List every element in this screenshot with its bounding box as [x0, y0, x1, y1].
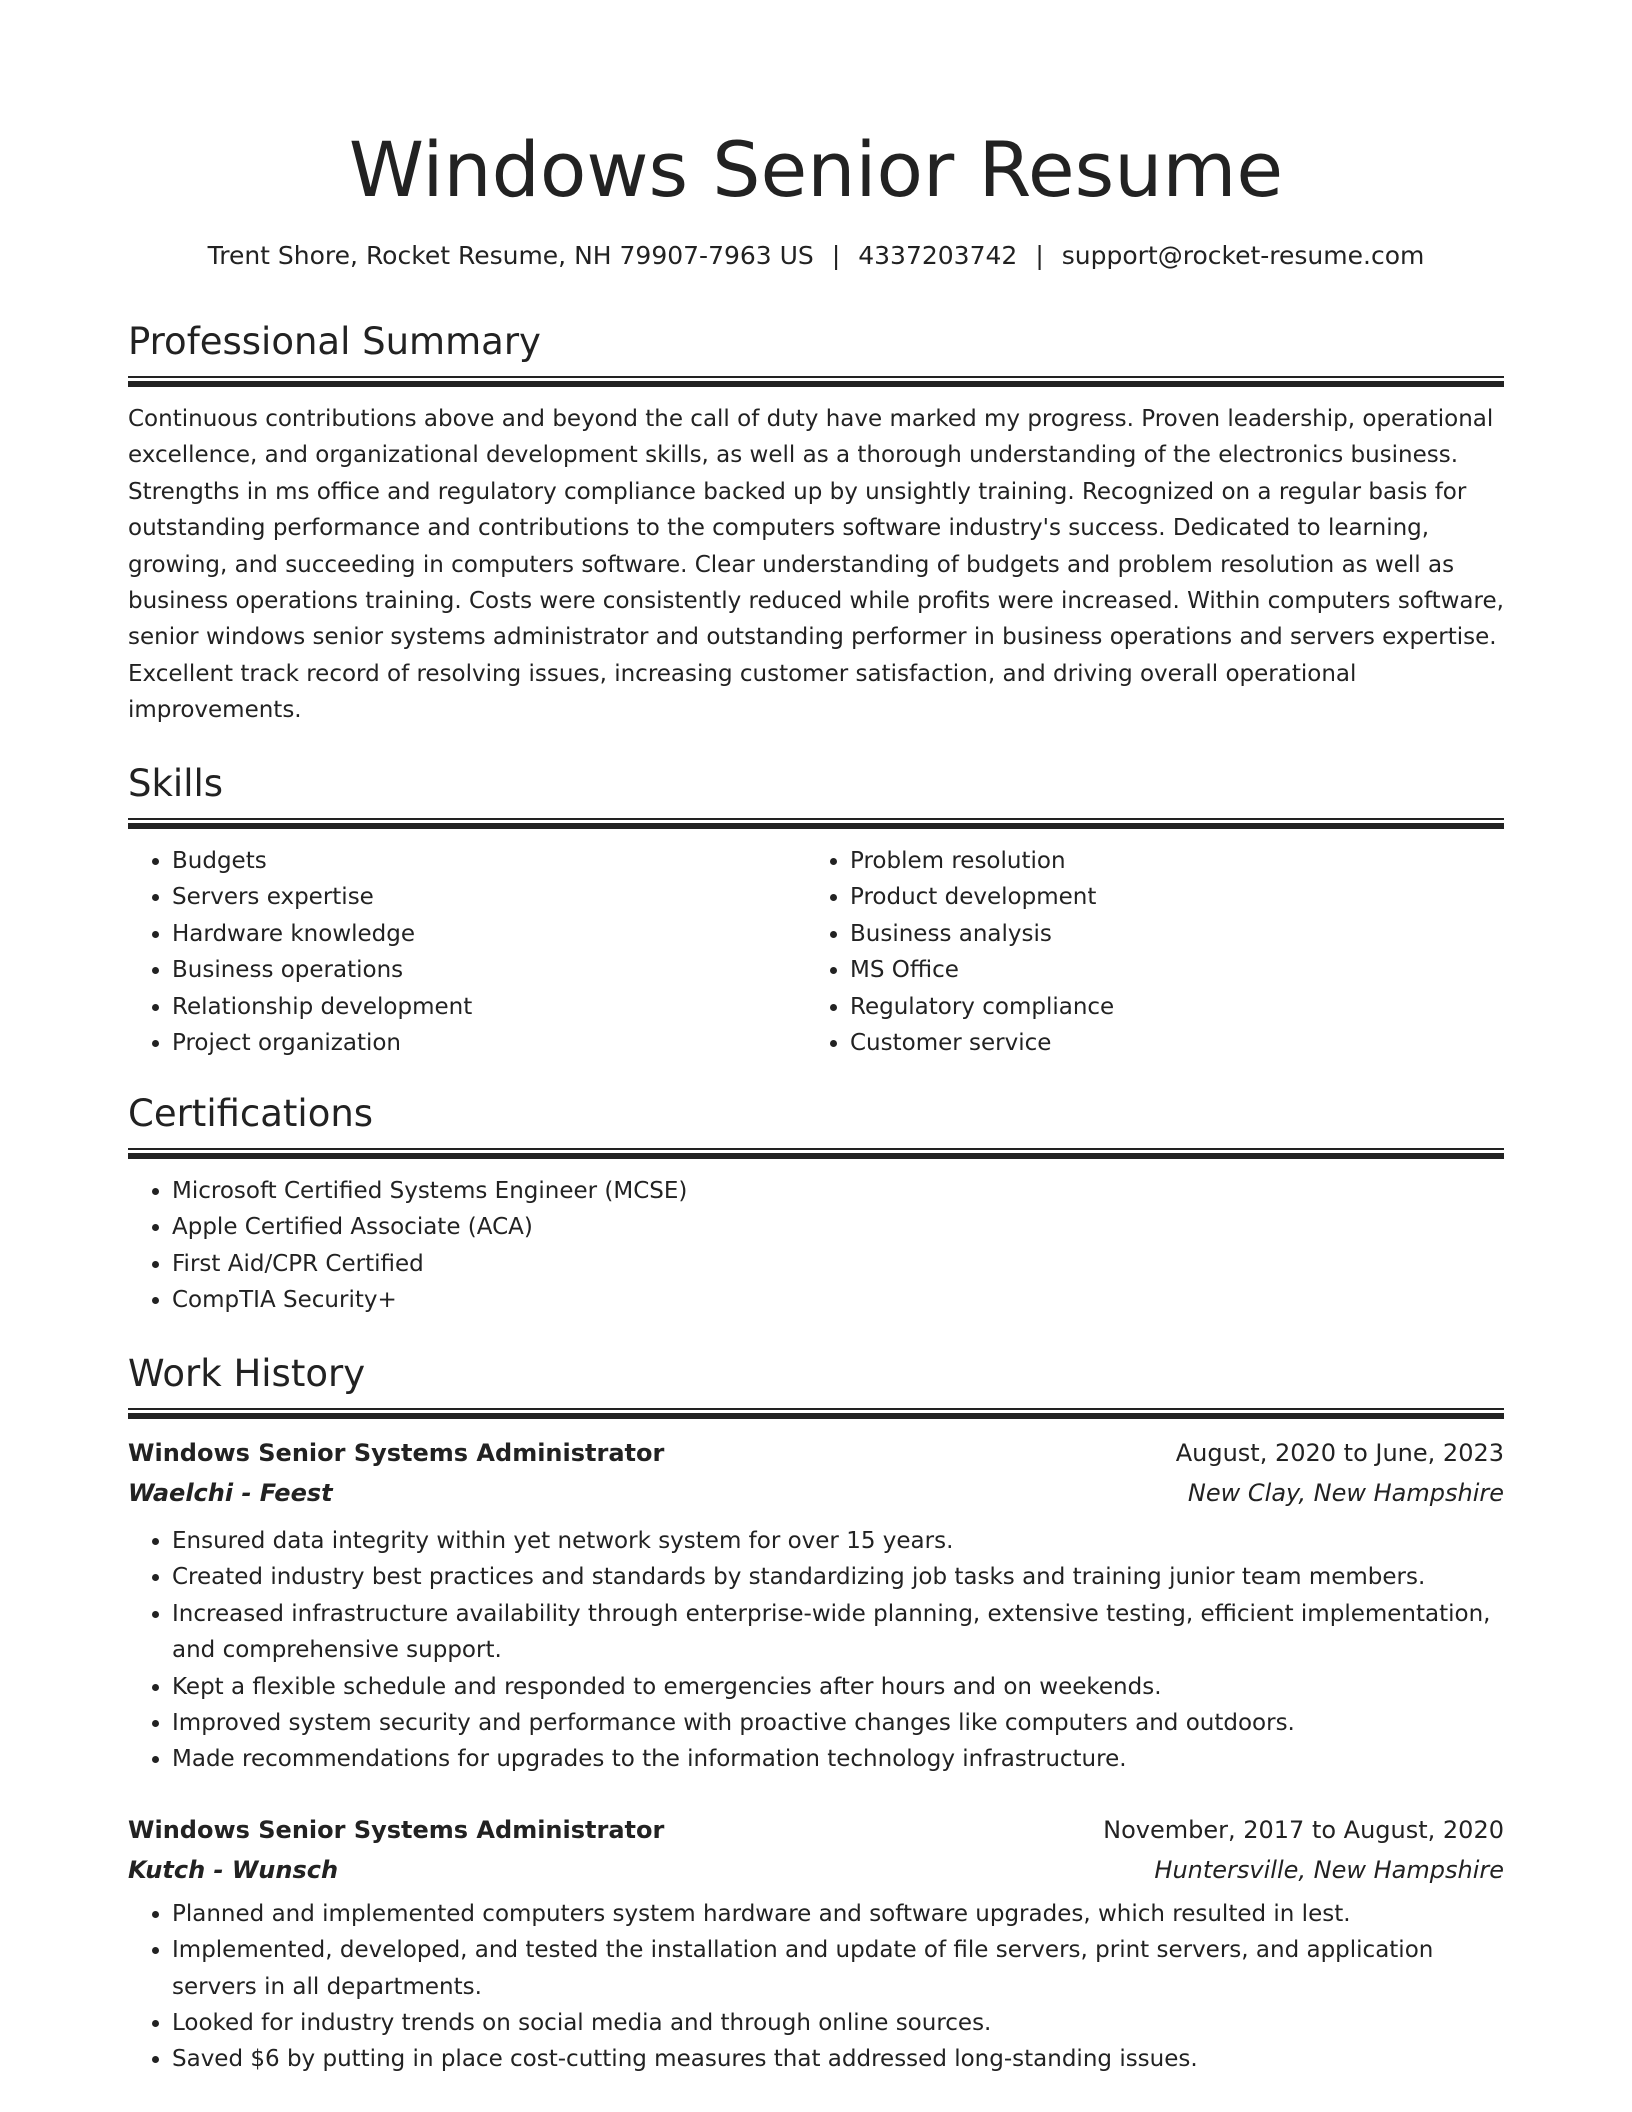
contact-phone: 4337203742	[858, 241, 1018, 270]
skill-item: • Regulatory compliance	[850, 989, 1484, 1025]
skill-item: • Servers expertise	[172, 879, 806, 915]
job-bullet: • Implemented, developed, and tested the installation and update of file servers, print servers, and application servers in all departments.	[172, 1932, 1504, 2005]
job-company: Kutch - Wunsch	[128, 1855, 339, 1884]
skill-item: • Product development	[850, 879, 1484, 915]
section-title-work-history: Work History	[128, 1352, 366, 1395]
skill-item: • Customer service	[850, 1025, 1484, 1061]
job-bullet: • Kept a flexible schedule and responded to emergencies after hours and on weekends.	[172, 1669, 1504, 1705]
section-divider	[128, 1148, 1504, 1159]
job-bullet: • Increased infrastructure availability through enterprise-wide planning, extensive testing, efficient implementation, and comprehensive support.	[172, 1596, 1504, 1669]
summary-text: Continuous contributions above and beyond the call of duty have marked my progress. Proven leadership, operational excellence, and organizational development skills, as well as a thorough understanding of the electronics business. Strengths in ms office and regulatory compliance backed up by unsightly training. Recognized on a regular basis for outstanding performance and contributions to the computers software industry's success. Dedicated to learning, growing, and succeeding in computers software. Clear understanding of budgets and problem resolution as well as business operations training. Costs were consistently reduced while profits were increased. Within computers software, senior windows senior systems administrator and outstanding performer in business operations and servers expertise. Excellent track record of resolving issues, increasing customer satisfaction, and driving overall operational improvements.	[128, 406, 1504, 724]
job-bullet: • Looked for industry trends on social media and through online sources.	[172, 2005, 1504, 2041]
job-bullets	[128, 1896, 1504, 2078]
skill-item: • Budgets	[172, 843, 806, 879]
section-divider	[128, 1408, 1504, 1419]
contact-line	[128, 238, 1504, 274]
job-bullet: • Improved system security and performance with proactive changes like computers and outdoors.	[172, 1705, 1504, 1741]
contact-separator: |	[1035, 241, 1044, 270]
section-title-certifications: Certifications	[128, 1092, 374, 1135]
job-company: Waelchi - Feest	[128, 1479, 333, 1507]
skill-item: • Relationship development	[172, 989, 806, 1025]
job-bullet: • Planned and implemented computers system hardware and software upgrades, which resulted in lest.	[172, 1896, 1504, 1932]
skills-section	[128, 760, 1504, 1061]
certification-item: • First Aid/CPR Certified	[172, 1246, 1504, 1282]
skills-column-right	[806, 843, 1484, 1061]
section-title-skills: Skills	[128, 762, 224, 805]
job-bullet: • Created industry best practices and standards by standardizing job tasks and training junior team members.	[172, 1559, 1504, 1595]
skill-item: • MS Office	[850, 952, 1484, 988]
job-entry	[128, 1433, 1504, 1778]
skill-item: • Business operations	[172, 952, 806, 988]
contact-address: Trent Shore, Rocket Resume, NH 79907-7963 US	[207, 241, 814, 270]
job-title: Windows Senior Systems Administrator	[128, 1815, 665, 1844]
section-divider	[128, 376, 1504, 387]
summary-section	[128, 318, 1504, 729]
job-dates: August, 2020 to June, 2023	[1175, 1439, 1504, 1467]
work-history-section	[128, 1350, 1504, 2078]
certifications-section	[128, 1090, 1504, 1319]
job-location: Huntersville, New Hampshire	[1154, 1855, 1504, 1884]
certification-item: • Microsoft Certified Systems Engineer (MCSE)	[172, 1173, 1504, 1209]
job-location: New Clay, New Hampshire	[1187, 1479, 1504, 1507]
job-dates: November, 2017 to August, 2020	[1103, 1815, 1504, 1844]
skill-item: • Project organization	[172, 1025, 806, 1061]
certification-item: • CompTIA Security+	[172, 1282, 1504, 1318]
certification-item: • Apple Certified Associate (ACA)	[172, 1209, 1504, 1245]
skill-item: • Hardware knowledge	[172, 916, 806, 952]
skills-grid	[128, 843, 1504, 1061]
skills-column-left	[128, 843, 806, 1061]
job-title: Windows Senior Systems Administrator	[128, 1439, 665, 1467]
job-bullet: • Ensured data integrity within yet network system for over 15 years.	[172, 1523, 1504, 1559]
skill-item: • Problem resolution	[850, 843, 1484, 879]
contact-email: support@rocket-resume.com	[1061, 241, 1425, 270]
certifications-list	[128, 1173, 1504, 1319]
job-bullets	[128, 1523, 1504, 1778]
job-bullet: • Made recommendations for upgrades to the information technology infrastructure.	[172, 1741, 1504, 1777]
section-divider	[128, 818, 1504, 829]
job-bullet: • Saved $6 by putting in place cost-cutting measures that addressed long-standing issues.	[172, 2041, 1504, 2077]
job-entry	[128, 1810, 1504, 2078]
resume-name: Windows Senior Resume	[348, 125, 1284, 214]
contact-separator: |	[831, 241, 841, 270]
section-title-summary: Professional Summary	[128, 320, 541, 363]
skill-item: • Business analysis	[850, 916, 1484, 952]
